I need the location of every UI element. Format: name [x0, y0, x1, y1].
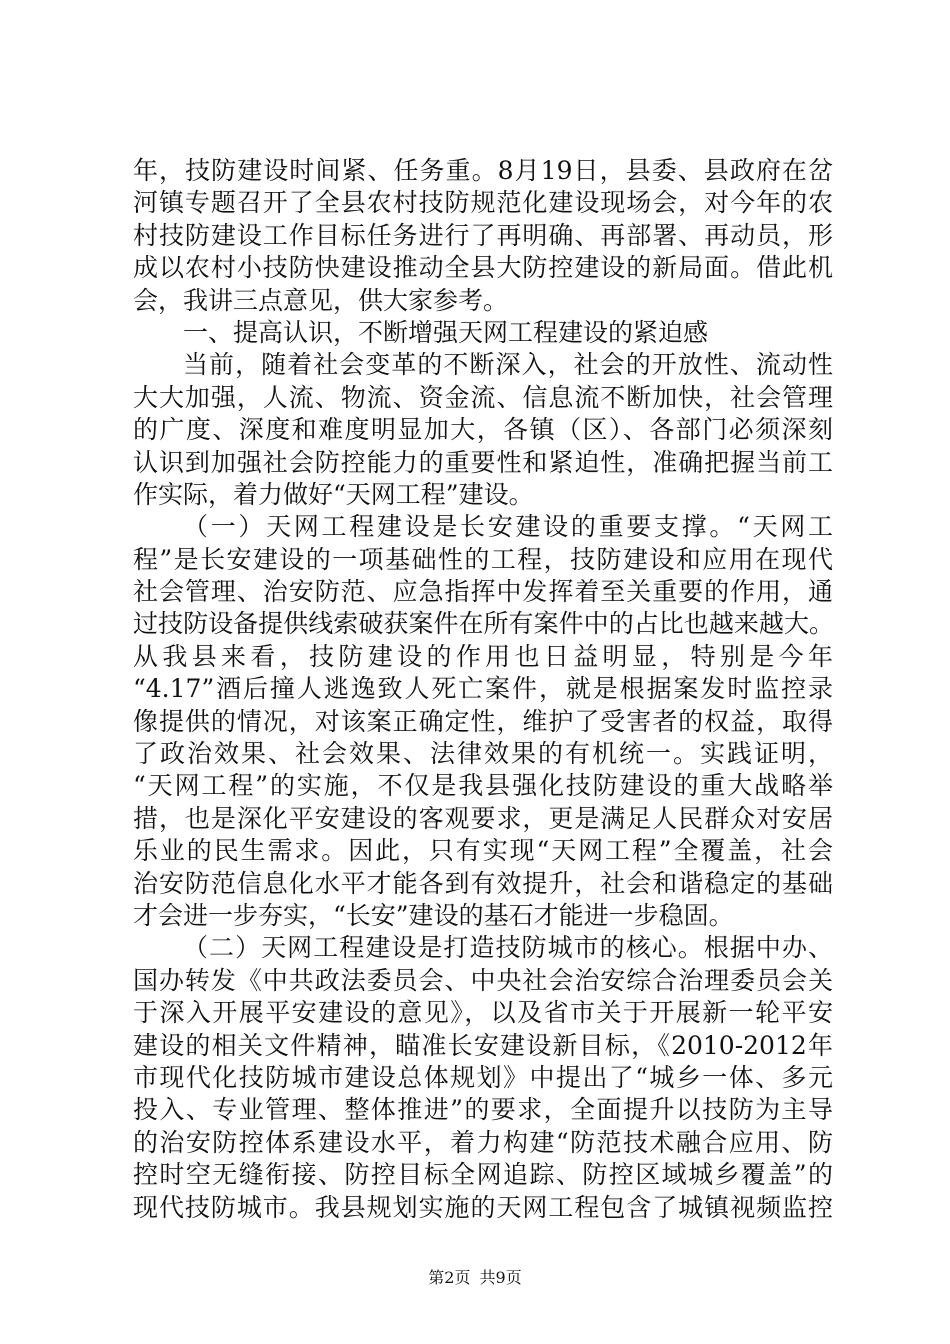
text-line: 当前，随着社会变革的不断深入，社会的开放性、流动性 — [183, 350, 833, 380]
document-body — [133, 155, 833, 1224]
text-line: 年，技防建设时间紧、任务重。8月19日，县委、县政府在岔 — [133, 156, 833, 185]
text-line: 现代技防城市。我县规划实施的天网工程包含了城镇视频监控 — [133, 1192, 833, 1222]
text-line: 建设的相关文件精神，瞄准长安建设新目标，《2010-2012年 — [133, 1030, 833, 1060]
text-line: 大大加强，人流、物流、资金流、信息流不断加快，社会管理 — [133, 382, 833, 412]
text-line: 于深入开展平安建设的意见》，以及省市关于开展新一轮平安 — [133, 998, 833, 1028]
subsection-heading: （一）天网工程建设是长安建设的重要支撑。“天网工 — [183, 512, 833, 542]
text-line: “4.17”酒后撞人逃逸致人死亡案件，就是根据案发时监控录 — [133, 674, 833, 704]
text-line: 成以农村小技防快建设推动全县大防控建设的新局面。借此机 — [133, 253, 833, 283]
section-heading: 一、提高认识，不断增强天网工程建设的紧迫感 — [183, 317, 709, 347]
text-line: 治安防范信息化水平才能各到有效提升，社会和谐稳定的基础 — [133, 868, 833, 898]
text-line: 过技防设备提供线索破获案件在所有案件中的占比也越来越大。 — [133, 609, 833, 639]
text-line: 会，我讲三点意见，供大家参考。 — [133, 285, 509, 315]
text-line: 了政治效果、社会效果、法律效果的有机统一。实践证明， — [133, 739, 833, 769]
text-line: 国办转发《中共政法委员会、中央社会治安综合治理委员会关 — [133, 965, 833, 995]
text-line: 认识到加强社会防控能力的重要性和紧迫性，准确把握当前工 — [133, 447, 833, 477]
text-line: 才会进一步夯实，“长安”建设的基石才能进一步稳固。 — [133, 900, 734, 930]
page-number: 第2页 — [428, 1268, 471, 1287]
text-line: 的广度、深度和难度明显加大，各镇（区）、各部门必须深刻 — [133, 415, 833, 445]
text-line: 措，也是深化平安建设的客观要求，更是满足人民群众对安居 — [133, 803, 833, 833]
text-line: 村技防建设工作目标任务进行了再明确、再部署、再动员，形 — [133, 220, 833, 250]
subsection-heading: （二）天网工程建设是打造技防城市的核心。根据中办、 — [183, 933, 833, 963]
text-line: 程”是长安建设的一项基础性的工程，技防建设和应用在现代 — [133, 544, 833, 574]
text-line: 作实际，着力做好“天网工程”建设。 — [133, 479, 534, 509]
page-total: 共9页 — [479, 1268, 522, 1287]
text-line: 控时空无缝衔接、防控目标全网追踪、防控区域城乡覆盖”的 — [133, 1160, 833, 1190]
text-line: 市现代化技防城市建设总体规划》中提出了“城乡一体、多元 — [133, 1062, 833, 1092]
text-line: 像提供的情况，对该案正确定性，维护了受害者的权益，取得 — [133, 706, 833, 736]
page-footer — [0, 1265, 950, 1288]
text-line: “天网工程”的实施，不仅是我县强化技防建设的重大战略举 — [133, 771, 833, 801]
text-line: 从我县来看，技防建设的作用也日益明显，特别是今年 — [133, 641, 833, 671]
text-line: 的治安防控体系建设水平，着力构建“防范技术融合应用、防 — [133, 1127, 833, 1157]
text-line: 投入、专业管理、整体推进”的要求，全面提升以技防为主导 — [133, 1095, 833, 1125]
text-line: 社会管理、治安防范、应急指挥中发挥着至关重要的作用，通 — [133, 577, 833, 607]
text-line: 乐业的民生需求。因此，只有实现“天网工程”全覆盖，社会 — [133, 836, 833, 866]
text-line: 河镇专题召开了全县农村技防规范化建设现场会，对今年的农 — [133, 188, 833, 218]
